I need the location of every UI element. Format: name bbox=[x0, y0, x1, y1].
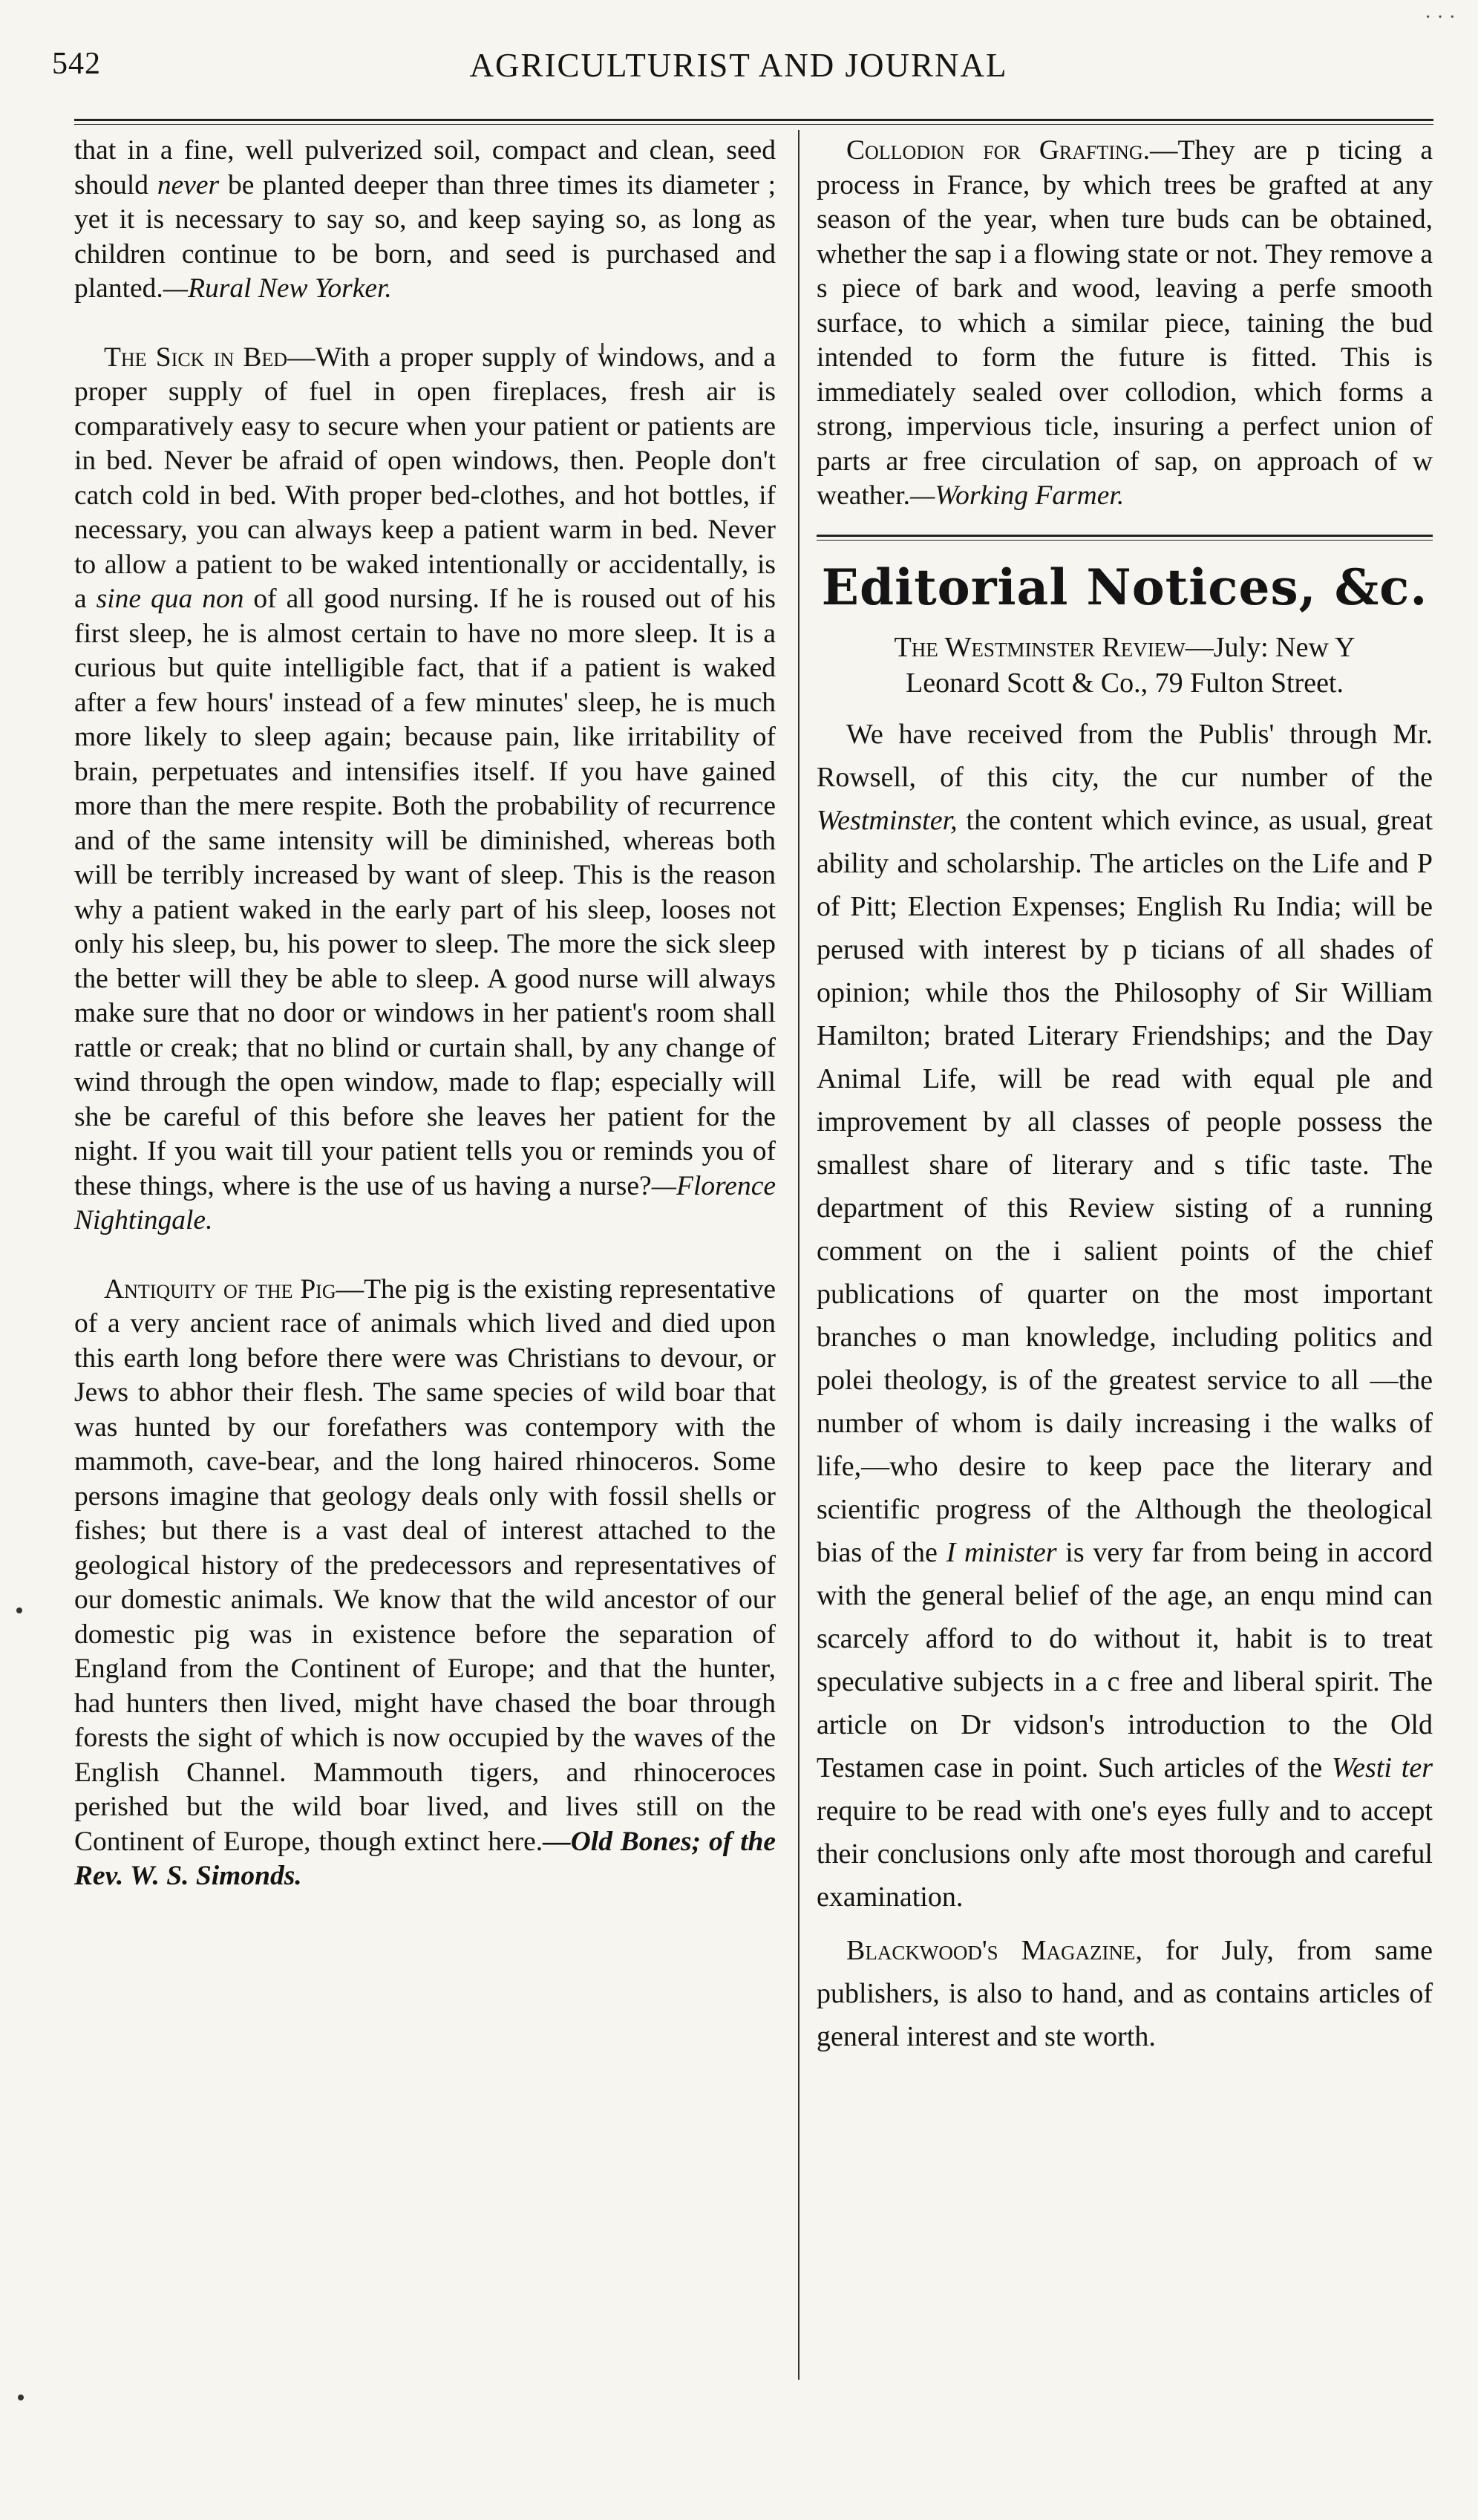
source-credit: —Working Farmer. bbox=[909, 480, 1125, 511]
header-rule bbox=[74, 119, 1433, 125]
review-blackwoods: Blackwood's Magazine, for July, from same publishers, is also to hand, and as contains articles of general interest and ste worth. bbox=[817, 1934, 1433, 2052]
article-antiquity-of-pig: Antiquity of the Pig—The pig is the existing representative of a very ancient race of animals which lived and died upon this earth long before there were was Christians to devour, or Jews to abhor their flesh. The same species of wild boar that was hunted by our forefathers was contempory with the mammoth, cave-bear, and the long haired rhinoceros. Some persons imagine that geology deals only with fossil shells or fishes; but there is a vast deal of interest attached to the geological history of the predecessors and representatives of our domestic animals. We know that the wild ancestor of our domestic pig was in existence before the separation of England from the Continent of Europe; and that the hunter, had hunters then lived, might have chased the boar through forests the sight of which is now occupied by the waves of the English Channel. Mammouth tigers, and rhinoceroces perished but the wild boar lived, and lives still on the Continent of Europe, though extinct here.—Old Bones; of the Rev. W. S. Simonds. bbox=[74, 1273, 776, 1891]
article-collodion-grafting: Collodion for Grafting.—They are p ticing a process in France, by which trees be grafted at any season of the year, when ture buds can be obtained, whether the sap i a flowing state or not. They remove a s piece of bark and wood, leaving a perfe smooth surface, to which a similar piece, taining the bud intended to form the future is fitted. This is immediately sealed over collodion, which forms a strong, impervious ticle, insuring a perfect union of parts ar free circulation of sap, on approach of w weather.—Working Farmer. bbox=[817, 135, 1433, 511]
editorial-notices bbox=[817, 630, 1433, 2058]
source-credit: —Florence Nightingale. bbox=[74, 1170, 776, 1235]
review-heading: The Westminster Review—July: New Y Leonard Scott & Co., 79 Fulton Street. bbox=[894, 631, 1356, 699]
article-heading: The Sick in Bed bbox=[104, 342, 288, 373]
corner-mark: · · · bbox=[1425, 6, 1456, 29]
source-credit: —Rural New Yorker. bbox=[163, 273, 392, 304]
article-heading: Antiquity of the Pig bbox=[104, 1273, 336, 1305]
article-seed-planting: that in a fine, well pulverized soil, compact and clean, seed should never be planted deeper than three times its diameter ; yet it is necessary to say so, and keep saying so, as long as children continue to be born, and seed is purchased and planted.—Rural New Yorker. bbox=[74, 135, 776, 304]
article-heading: Blackwood's Magazine bbox=[846, 1934, 1136, 1966]
source-credit: —Old Bones; of the Rev. W. S. Simonds. bbox=[74, 1826, 776, 1891]
margin-dot bbox=[18, 2395, 24, 2400]
article-heading: Collodion for Grafting bbox=[846, 135, 1143, 166]
section-title: Editorial Notices, &c. bbox=[821, 558, 1428, 616]
right-column bbox=[817, 134, 1433, 2058]
section-rule bbox=[817, 535, 1433, 541]
article-sick-in-bed: The Sick in Bed—With a proper supply of windows, and a proper supply of fuel in open fireplaces, fresh air is comparatively easy to secure when your patient or patients are in bed. Never be afraid of open windows, then. People don't catch cold in bed. With proper bed-clothes, and hot bottles, if necessary, you can always keep a patient warm in bed. Never to allow a patient to be waked intentionally or accidentally, is a sine qua non of all good nursing. If he is roused out of his first sleep, he is almost certain to have no more sleep. It is a curious but quite intelligible fact, that if a patient is waked after a few hours' instead of a few minutes' sleep, he is much more likely to sleep again; because pain, like irritability of brain, perpetuates and intensifies itself. If you have gained more than the mere respite. Both the probability of recurrence and of the same intensity will be diminished, whereas both will be terribly increased by want of sleep. This is the reason why a patient waked in the early part of his sleep, looses not only his sleep, bu, his power to sleep. The more the sick sleep the better will they be able to sleep. A good nurse will always make sure that no door or windows in her patient's room shall rattle or creak; that no blind or curtain shall, by any change of wind through the open window, made to flap; especially will she be careful of this before she leaves her patient for the night. If you wait till your patient tells you or reminds you of these things, where is the use of us having a nurse?—Florence Nightingale. bbox=[74, 342, 776, 1235]
margin-dot bbox=[16, 1607, 22, 1613]
running-title: AGRICULTURIST AND JOURNAL bbox=[469, 47, 1008, 84]
review-westminster: We have received from the Publis' through Mr. Rowsell, of this city, the cur number of the Westminster, the content which evince, as usual, great ability and scholarship. The articles on the Life and P of Pitt; Election Expenses; English Ru India; will be perused with interest by p ticians of all shades of opinion; while thos the Philosophy of Sir William Hamilton; brated Literary Friendships; and the Day Animal Life, will be read with equal ple and improvement by all classes of people possess the smallest share of literary and s tific taste. The department of this Review sisting of a running comment on the i salient points of the chief publications of quarter on the most important branches o man knowledge, including politics and polei theology, is of the greatest service to all —the number of whom is daily increasing i the walks of life,—who desire to keep pace the literary and scientific progress of the Although the theological bias of the I minister is very far from being in accord with the general belief of the age, an enqu mind can scarcely afford to do without it, habit is to treat speculative subjects in a c free and liberal spirit. The article on Dr vidson's introduction to the Old Testamen case in point. Such articles of the Westi ter require to be read with one's eyes fully and to accept their conclusions only afte most thorough and careful examination. bbox=[817, 718, 1433, 1913]
left-column bbox=[74, 134, 776, 1894]
column-divider bbox=[798, 130, 800, 2380]
page-header bbox=[52, 46, 1425, 98]
page-number: 542 bbox=[52, 47, 101, 81]
